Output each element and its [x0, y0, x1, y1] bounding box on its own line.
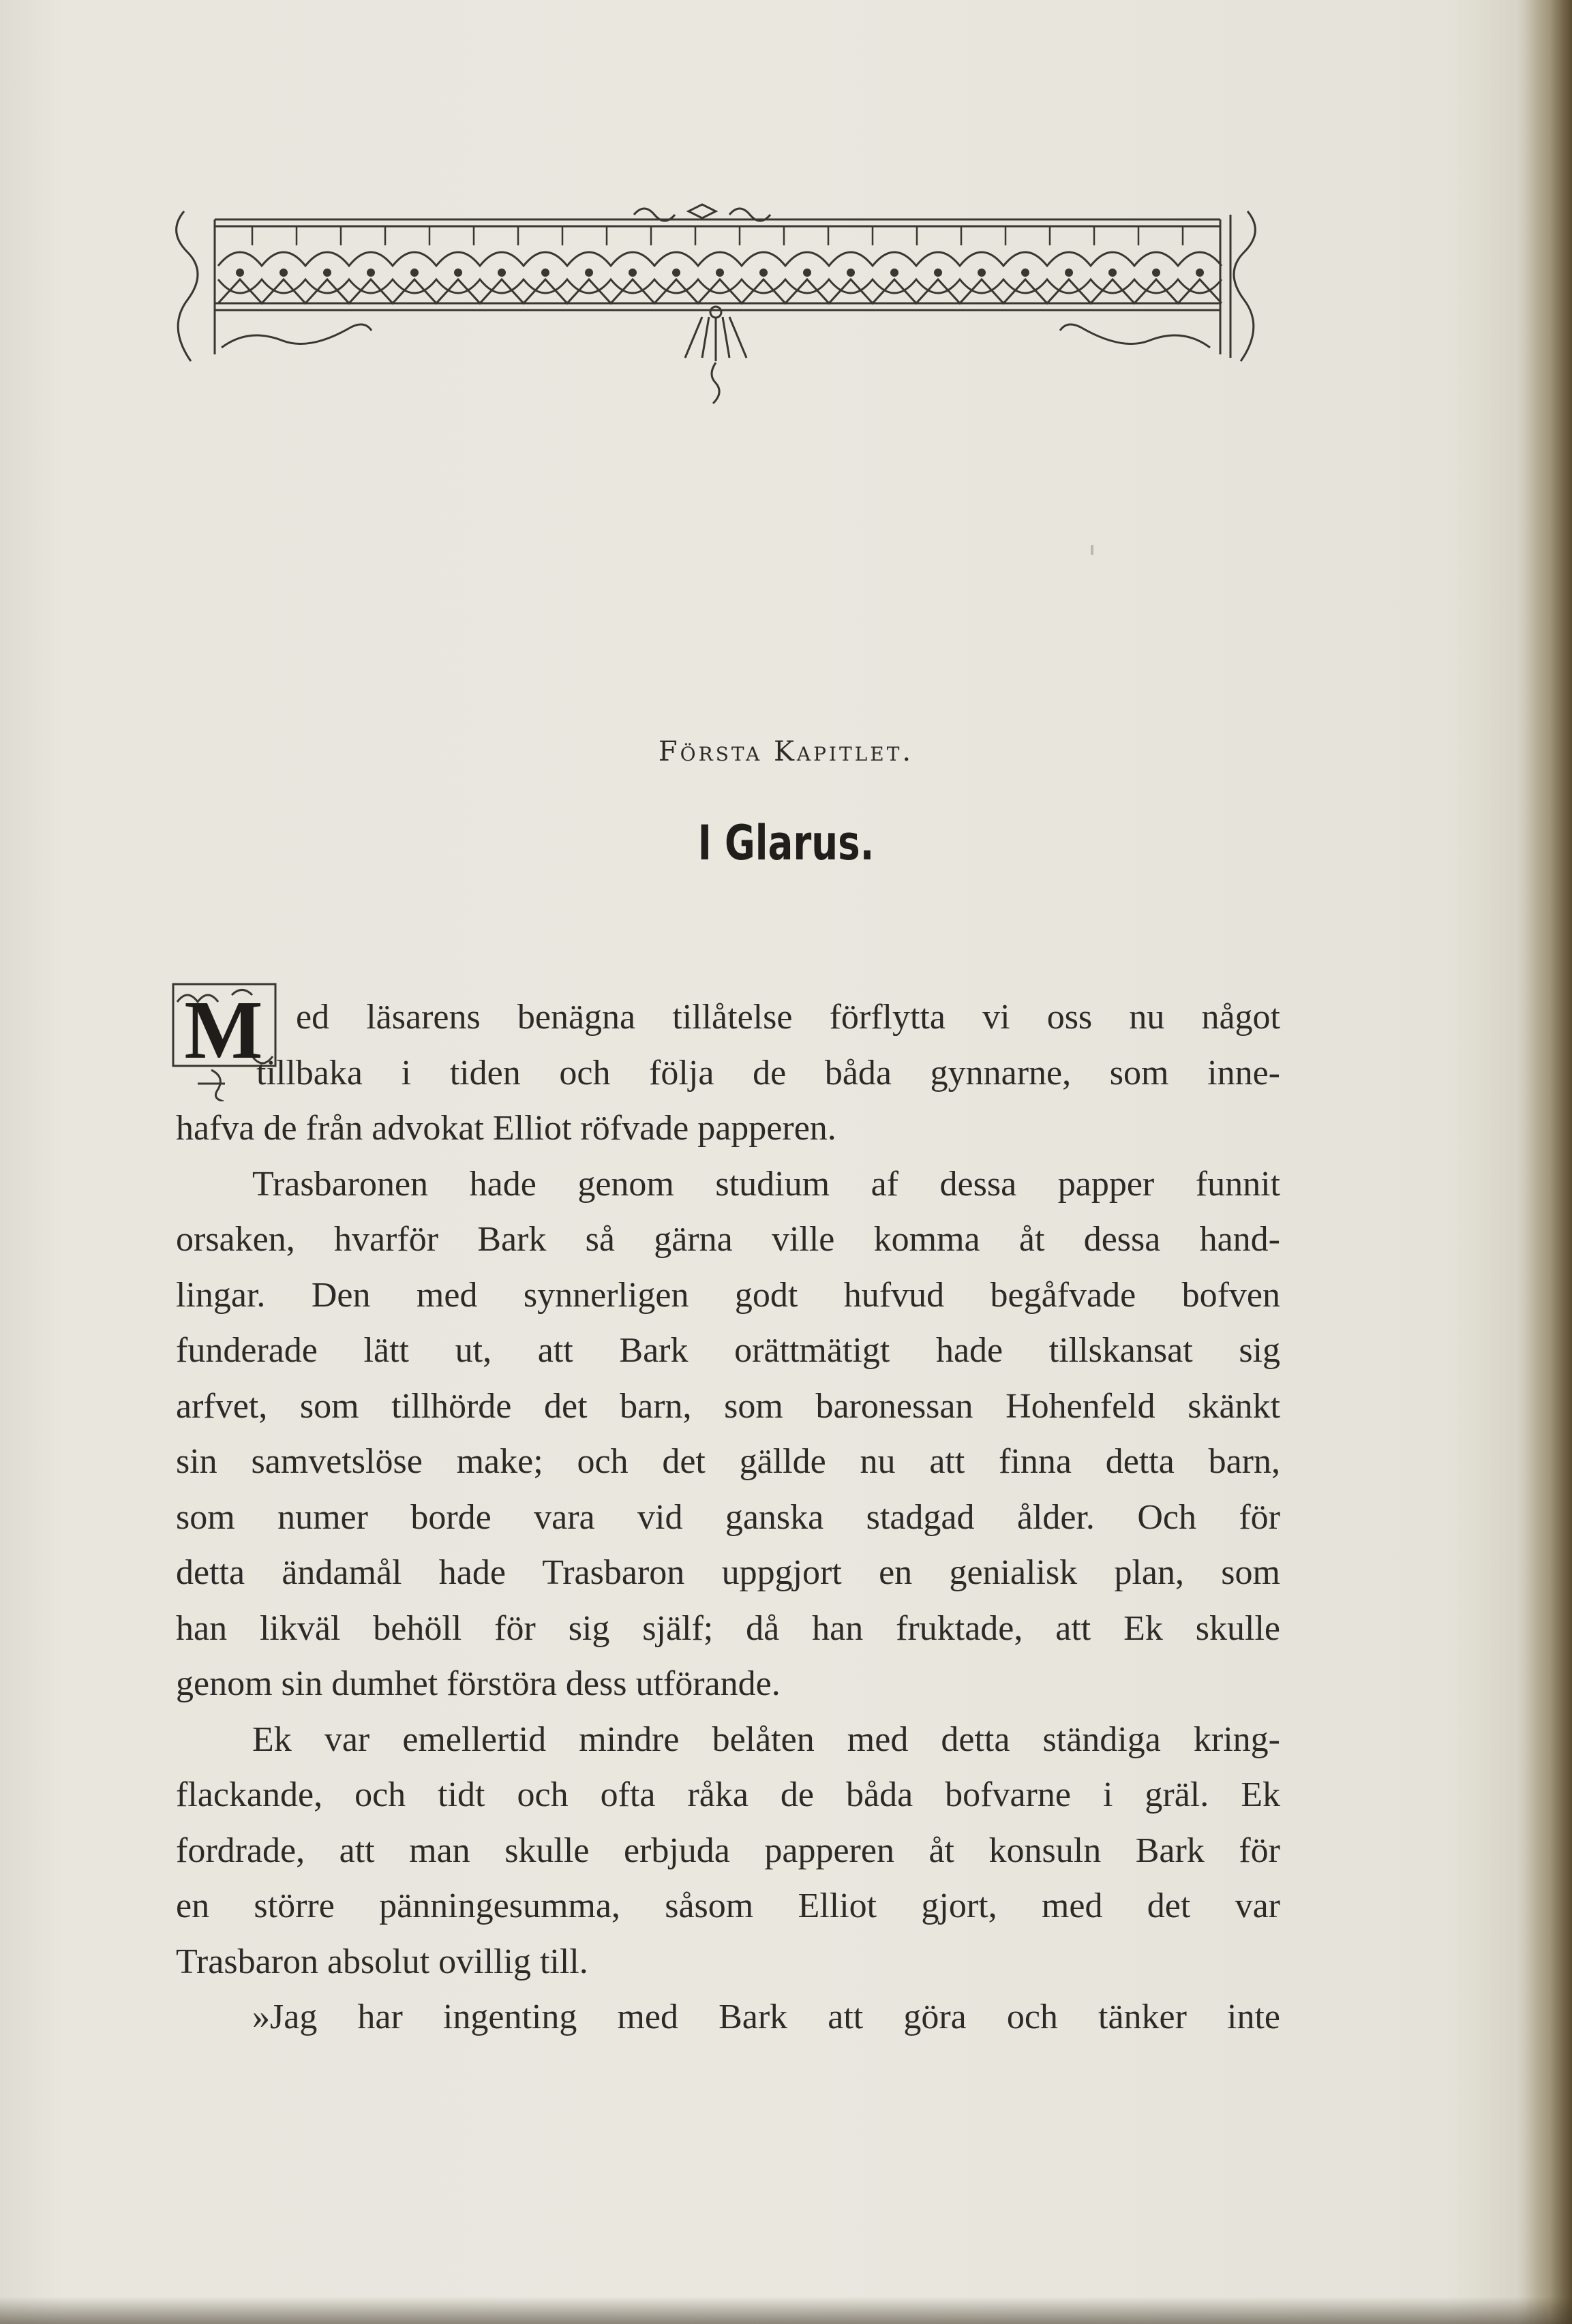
text-line: en större pänningesumma, såsom Elliot gjort, med det var: [176, 1886, 1280, 1925]
text-line: tillbaka i tiden och följa de båda gynnarne, som inne-: [256, 1053, 1280, 1092]
text-line: sin samvetslöse make; och det gällde nu att finna detta barn,: [176, 1442, 1280, 1481]
body-text: [176, 990, 1280, 2045]
chapter-title: I Glarus.: [697, 815, 875, 871]
page-gutter-shadow: [1517, 0, 1572, 2324]
text-line: arfvet, som tillhörde det barn, som baronessan Hohenfeld skänkt: [176, 1386, 1280, 1426]
text-line: Trasbaronen hade genom studium af dessa papper funnit: [252, 1164, 1280, 1204]
text-line: han likväl behöll för sig själf; då han fruktade, att Ek skulle: [176, 1608, 1280, 1648]
text-line: genom sin dumhet förstöra dess utförande.: [176, 1664, 781, 1703]
text-line: flackande, och tidt och ofta råka de båda bofvarne i gräl. Ek: [176, 1775, 1280, 1814]
text-line: detta ändamål hade Trasbaron uppgjort en genialisk plan, som: [176, 1553, 1280, 1592]
chapter-label: Första Kapitlet.: [658, 736, 914, 767]
text-line: hafva de från advokat Elliot röfvade papperen.: [176, 1109, 836, 1148]
text-line: ed läsarens benägna tillåtelse förflytta vi oss nu något: [296, 998, 1280, 1037]
text-line: lingar. Den med synnerligen godt hufvud begåfvade bofven: [176, 1275, 1280, 1315]
page-bottom-edge: [0, 2297, 1572, 2324]
text-line: orsaken, hvarför Bark så gärna ville komma åt dessa hand-: [176, 1220, 1280, 1259]
headpiece-ornament: [157, 184, 1275, 429]
text-line: »Jag har ingenting med Bark att göra och tänker inte: [252, 1998, 1280, 2036]
text-line: fordrade, att man skulle erbjuda papperen åt konsuln Bark för: [176, 1831, 1280, 1870]
text-line: funderade lätt ut, att Bark orättmätigt hade tillskansat sig: [176, 1331, 1280, 1370]
text-line: Ek var emellertid mindre belåten med detta ständiga kring-: [252, 1719, 1280, 1759]
text-line: Trasbaron absolut ovillig till.: [176, 1942, 588, 1981]
text-line: som numer borde vara vid ganska stadgad ålder. Och för: [176, 1497, 1280, 1537]
dropcap-letter: M: [184, 984, 263, 1076]
paper-speck: [1091, 545, 1093, 555]
